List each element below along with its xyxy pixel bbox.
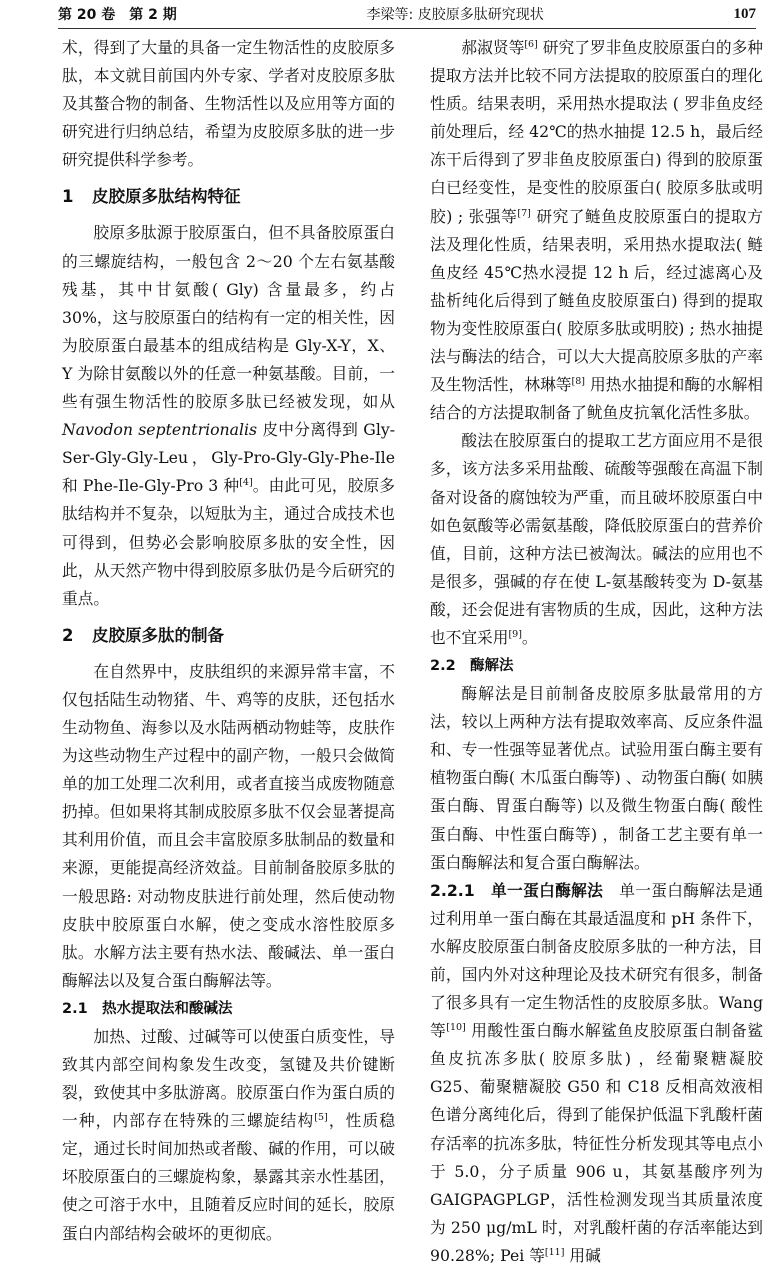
section-1-heading bbox=[62, 183, 395, 211]
text-run: 。由此可见，胶原多肽结构并不复杂，以短肽为主，通过合成技术也可得到，但势必会影响胶原多肽的安全性，因此，从天然产物中得到胶原多肽仍是今后研究的重点。 bbox=[62, 476, 395, 608]
text-run: 用酸性蛋白酶水解鲨鱼皮胶原蛋白制备鲨鱼皮抗冻多肽( 胶原多肽) ，经葡聚糖凝胶 G25、葡聚糖凝胶 G50 和 C18 反相高效液相色谱分离纯化后，得到了能保护低温下乳酸杆菌存活率的抗冻多肽，特征性分析发现其等电点小于 5.0，分子质量 906 u，其氨基酸序列为 GAIGPAGPLGP，活性检测发现当其质量浓度为 250 μg/mL 时，对乳酸杆菌的存活率能达到 90.28%; Pei 等 bbox=[430, 1021, 764, 1265]
text-run: 胶原多肽源于胶原蛋白，但不具备胶原蛋白的三螺旋结构，一般包含 2～20 个左右氨基酸残基，其中甘氨酸( Gly) 含量最多，约占 30%，这与胶原蛋白的结构有一定的相关性，因为胶原蛋白最基本的组成结构是 Gly-X-Y，X、Y 为除甘氨酸以外的任意一种氨基酸。目前，一些有强生物活性的胶原多肽已经被发现，如从 bbox=[62, 223, 395, 412]
section-number: 2.2 bbox=[430, 658, 456, 675]
text-run: 单一蛋白酶解法是通过利用单一蛋白酶在其最适温度和 pH 条件下，水解皮胶原蛋白制备皮胶原多肽的一种方法，目前，国内外对这种理论及技术研究有很多，制备了很多具有一定生物活性的皮胶原多肽。Wang 等 bbox=[430, 880, 764, 1041]
text-run: 用热水抽提和酶的水解相结合的方法提取制备了鱿鱼皮抗氧化活性多肽。 bbox=[430, 375, 763, 423]
page-number: 107 bbox=[733, 5, 756, 22]
citation: [5] bbox=[314, 1111, 328, 1123]
volume-issue: 第 20 卷 第 2 期 bbox=[58, 7, 177, 23]
citation: [6] bbox=[524, 38, 538, 50]
section-2-heading bbox=[62, 622, 395, 650]
intro-paragraph-end: 术，得到了大量的具备一定生物活性的皮胶原多肽，本文就目前国内外专家、学者对皮胶原多肽及其螯合物的制备、生物活性以及应用等方面的研究进行归纳总结，希望为皮胶原多肽的进一步研究提供科学参考。 bbox=[62, 38, 395, 170]
species-name: Navodon septentrionalis bbox=[62, 420, 258, 440]
enzymatic-paragraph: 酶解法是目前制备皮胶原多肽最常用的方法，较以上两种方法有提取效率高、反应条件温和、专一性强等显著优点。试验用蛋白酶主要有植物蛋白酶( 木瓜蛋白酶等) 、动物蛋白酶( 如胰蛋白酶、胃蛋白酶等) 以及微生物蛋白酶( 酸性蛋白酶、中性蛋白酶等) ，制备工艺主要有单一蛋白酶解法和复合蛋白酶解法。 bbox=[430, 684, 763, 872]
section-title: 热水提取法和酸碱法 bbox=[102, 1000, 233, 1017]
section-2-1-paragraph bbox=[62, 1023, 395, 1248]
section-title: 酶解法 bbox=[470, 658, 514, 675]
text-run: 加热、过酸、过碱等可以使蛋白质变性，导致其内部空间构象发生改变，氢键及共价键断裂，致使其中多肽游离。胶原蛋白作为蛋白质的一种，内部存在特殊的三螺旋结构 bbox=[62, 1026, 395, 1131]
running-header bbox=[58, 0, 756, 29]
text-run: 研究了罗非鱼皮胶原蛋白的多种提取方法并比较不同方法提取的胶原蛋白的理化性质。结果表明，采用热水提取法 ( 罗非鱼皮经前处理后，经 42℃的热水抽提 12.5 h，最后经冻干后得到了罗非鱼皮胶原蛋白) 得到的胶原蛋白已经变性，是变性的胶原蛋白( 胶原多肽或明胶) ; 张强等 bbox=[430, 38, 763, 226]
text-run: 研究了鲢鱼皮胶原蛋白的提取方法及理化性质，结果表明，采用热水提取法( 鲢鱼皮经 45℃热水浸提 12 h 后，经过滤离心及盐析纯化后得到了鲢鱼皮胶原蛋白) 得到的提取物为变性胶原蛋白( 胶原多肽或明胶) ; 热水抽提法与酶法的结合，可以大大提高胶原多肽的产率及生物活性，林琳等 bbox=[430, 206, 763, 395]
citation: [11] bbox=[544, 1246, 565, 1258]
citation: [4] bbox=[239, 477, 253, 489]
left-column bbox=[62, 34, 395, 1248]
hot-water-paragraph bbox=[430, 34, 763, 427]
text-run: 皮中分离得到 Gly-Ser-Gly-Gly-Leu，Gly-Pro-Gly-Gly-Phe-Ile 和 Phe-Ile-Gly-Pro 3 种 bbox=[62, 420, 396, 496]
citation: [7] bbox=[517, 207, 531, 219]
text-run: ，性质稳定，通过长时间加热或者酸、碱的作用，可以破坏胶原蛋白的三螺旋构象，暴露其亲水性基团，使之可溶于水中，且随着反应时间的延长，胶原蛋白内部结构会破坏的更彻底。 bbox=[62, 1111, 396, 1243]
citation: [9] bbox=[508, 628, 522, 640]
citation: [10] bbox=[446, 1021, 466, 1033]
section-2-1-heading bbox=[62, 995, 395, 1023]
acid-base-paragraph bbox=[430, 427, 763, 652]
right-column bbox=[430, 34, 763, 1270]
text-run: 郝淑贤等 bbox=[461, 38, 525, 57]
section-2-paragraph: 在自然界中，皮肤组织的来源异常丰富，不仅包括陆生动物猪、牛、鸡等的皮肤，还包括水生动物鱼、海参以及水陆两栖动物蛙等，皮肤作为这些动物生产过程中的副产物，一般只会做简单的加工处理二次利用，或者直接当成废物随意扔掉。但如果将其制成胶原多肽不仅会显著提高其利用价值，而且会丰富胶原多肽制品的数量和来源，更能提高经济效益。目前制备胶原多肽的一般思路: 对动物皮肤进行前处理，然后使动物皮肤中胶原蛋白水解，使之变成水溶性胶原多肽。水解方法主要有热水法、酸碱法、单一蛋白酶解法以及复合蛋白酶解法等。 bbox=[62, 661, 395, 990]
section-number: 1 bbox=[62, 187, 74, 207]
subsection-title: 单一蛋白酶解法 bbox=[491, 880, 604, 900]
section-1-paragraph bbox=[62, 219, 395, 612]
text-run: 用碱 bbox=[564, 1245, 601, 1265]
section-title: 皮胶原多肽结构特征 bbox=[92, 187, 241, 207]
section-number: 2 bbox=[62, 625, 74, 645]
citation: [8] bbox=[571, 375, 586, 387]
section-number: 2.1 bbox=[62, 1000, 88, 1017]
text-run: 。 bbox=[521, 627, 538, 647]
running-title: 李梁等: 皮胶原多肽研究现状 bbox=[366, 7, 544, 23]
section-2-2-1-paragraph bbox=[430, 877, 763, 1270]
text-run: 酸法在胶原蛋白的提取工艺方面应用不是很多，该方法多采用盐酸、硫酸等强酸在高温下制备对设备的腐蚀较为严重，而且破坏胶原蛋白中如色氨酸等必需氨基酸，降低胶原蛋白的营养价值，目前，这种方法已被淘汰。碱法的应用也不是很多，强碱的存在使 L-氨基酸转变为 D-氨基酸，还会促进有害物质的生成，因此，这种方法也不宜采用 bbox=[430, 431, 763, 647]
section-title: 皮胶原多肽的制备 bbox=[92, 625, 224, 645]
subsection-number: 2.2.1 bbox=[430, 880, 475, 900]
section-2-2-heading bbox=[430, 652, 763, 680]
